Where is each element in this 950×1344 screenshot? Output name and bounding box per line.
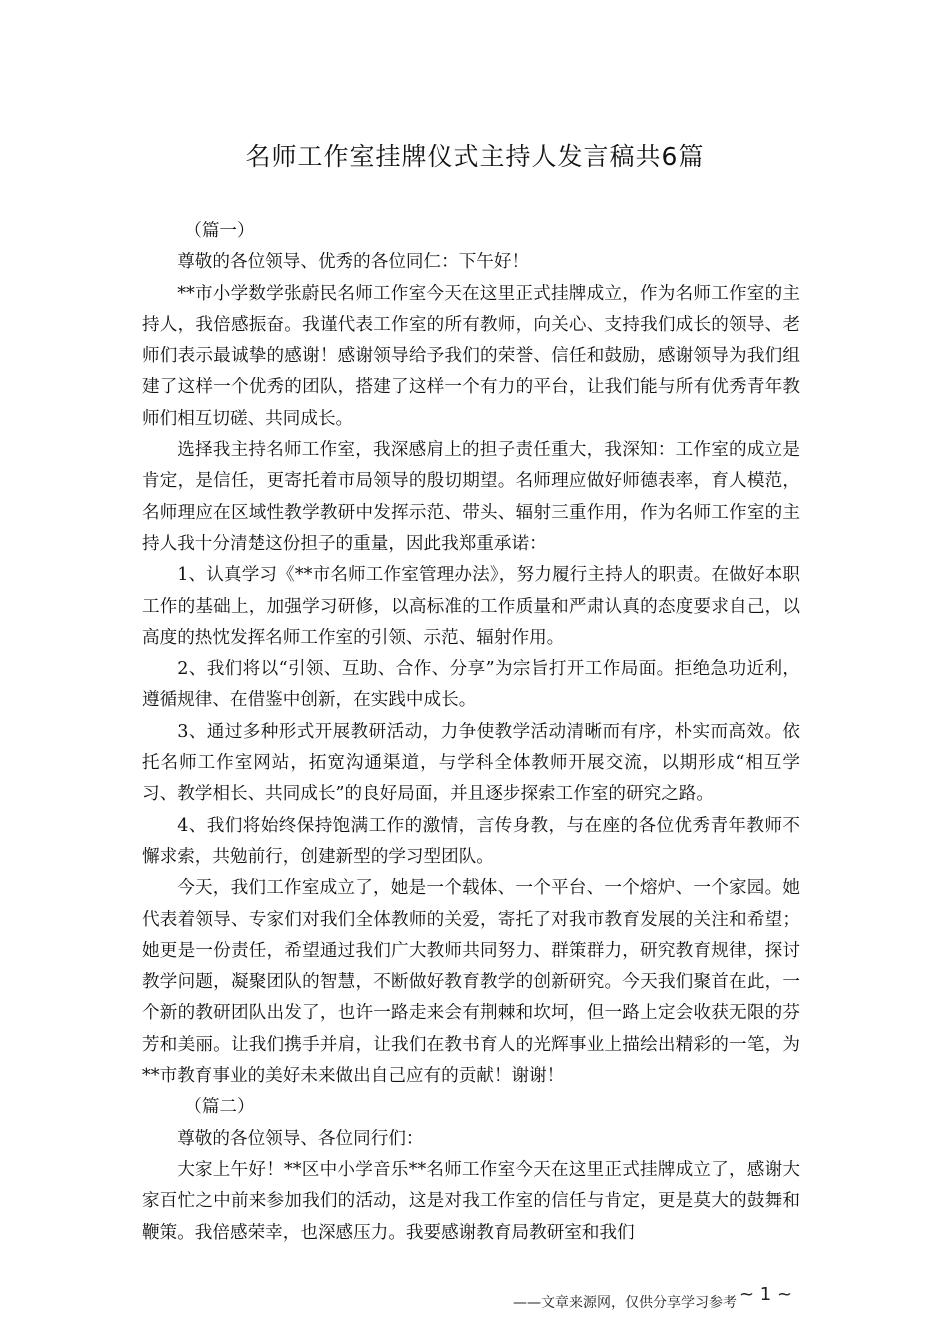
paragraph: 2、我们将以“引领、互助、合作、分享”为宗旨打开工作局面。拒绝急功近利，遵循规律、在借鉴中创新，在实践中成长。 (142, 659, 800, 711)
paragraph: 1、认真学习《**市名师工作室管理办法》，努力履行主持人的职责。在做好本职工作的基础上，加强学习研修，以高标准的工作质量和严肃认真的态度要求自己，以高度的热忱发挥名师工作室的引领、示范、辐射作用。 (142, 565, 800, 648)
page-number: ~ 1 ~ (739, 1284, 793, 1305)
source-footer: ——文章来源网，仅供分享学习参考 (513, 1295, 737, 1311)
section-heading: （篇二） (184, 1097, 255, 1118)
document-title: 名师工作室挂牌仪式主持人发言稿共6篇 (245, 142, 705, 171)
section-heading: （篇一） (184, 221, 255, 241)
paragraph: 尊敬的各位领导、优秀的各位同仁：下午好！ (177, 252, 530, 273)
document-body (142, 216, 800, 1249)
paragraph: 今天，我们工作室成立了，她是一个载体、一个平台、一个熔炉、一个家园。她代表着领导、专家们对我们全体教师的关爱，寄托了对我市教育发展的关注和希望；她更是一份责任，希望通过我们广大教师共同努力、群策群力，研究教育规律，探讨教学问题，凝聚团队的智慧，不断做好教育教学的创新研究。今天我们聚首在此，一个新的教研团队出发了，也许一路走来会有荆棘和坎坷，但一路上定会收获无限的芬芳和美丽。让我们携手并肩，让我们在教书育人的光辉事业上描绘出精彩的一笔，为**市教育事业的美好未来做出自己应有的贡献！谢谢！ (142, 878, 800, 1087)
paragraph: 3、通过多种形式开展教研活动，力争使教学活动清晰而有序，朴实而高效。依托名师工作室网站，拓宽沟通渠道，与学科全体教师开展交流，以期形成“相互学习、教学相长、共同成长”的良好局面，并且逐步探索工作室的研究之路。 (142, 721, 800, 805)
paragraph: 尊敬的各位领导、各位同行们： (177, 1128, 424, 1149)
paragraph: **市小学数学张蔚民名师工作室今天在这里正式挂牌成立，作为名师工作室的主持人，我倍感振奋。我谨代表工作室的所有教师，向关心、支持我们成长的领导、老师们表示最诚挚的感谢！感谢领导给予我们的荣誉、信任和鼓励，感谢领导为我们组建了这样一个优秀的团队，搭建了这样一个有力的平台，让我们能与所有优秀青年教师们相互切磋、共同成长。 (142, 283, 800, 429)
paragraph: 大家上午好！**区中小学音乐**名师工作室今天在这里正式挂牌成立了，感谢大家百忙之中前来参加我们的活动，这是对我工作室的信任与肯定，更是莫大的鼓舞和鞭策。我倍感荣幸，也深感压力。我要感谢教育局教研室和我们 (142, 1159, 800, 1243)
paragraph: 4、我们将始终保持饱满工作的激情，言传身教，与在座的各位优秀青年教师不懈求索，共勉前行，创建新型的学习型团队。 (142, 815, 800, 867)
paragraph: 选择我主持名师工作室，我深感肩上的担子责任重大，我深知：工作室的成立是肯定，是信任，更寄托着市局领导的殷切期望。名师理应做好师德表率，育人模范，名师理应在区域性教学教研中发挥示范、带头、辐射三重作用，作为名师工作室的主持人我十分清楚这份担子的重量，因此我郑重承诺： (142, 440, 800, 554)
